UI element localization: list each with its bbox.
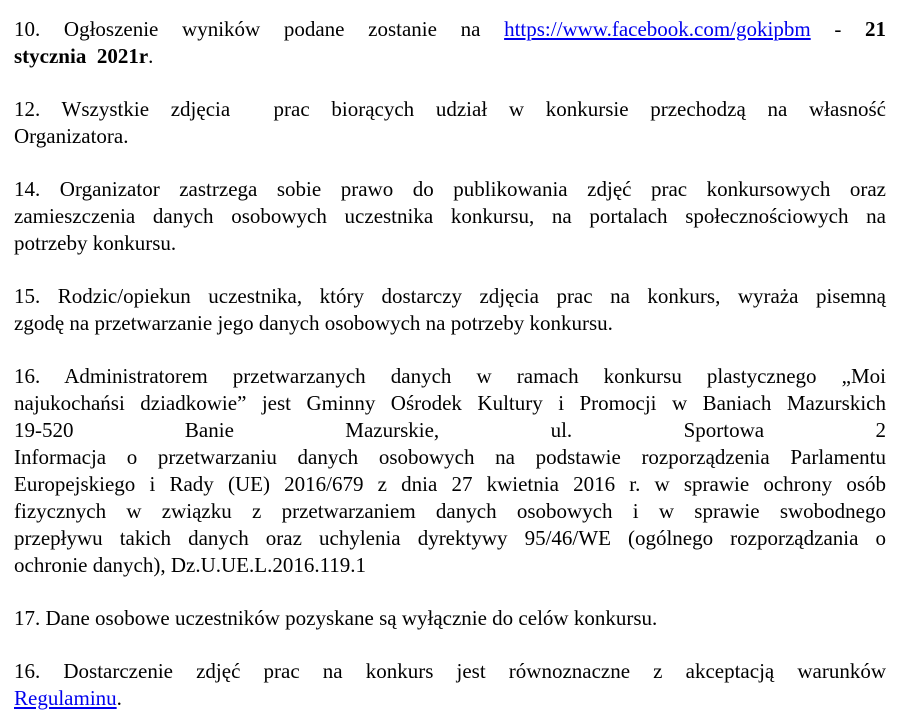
text-line: [14, 471, 886, 498]
paragraph-16-acceptance: [14, 658, 886, 712]
text-segment: przepływu takich danych oraz uchylenia dyrektywy 95/46/WE (ogólnego rozporządzania o: [14, 526, 886, 550]
text-line: [14, 43, 886, 70]
text-segment: 16. Administratorem przetwarzanych danych w ramach konkursu plastycznego „Moi: [14, 364, 886, 388]
text-segment: zamieszczenia danych osobowych uczestnika konkursu, na portalach społecznościowych na: [14, 204, 886, 228]
text-line: [14, 390, 886, 417]
text-segment: 15. Rodzic/opiekun uczestnika, który dostarczy zdjęcia prac na konkurs, wyraża pisemną: [14, 284, 886, 308]
facebook-link[interactable]: https://www.facebook.com/gokipbm: [504, 17, 811, 41]
text-line: [14, 123, 886, 150]
paragraph-15: [14, 283, 886, 337]
paragraph-10: [14, 16, 886, 70]
text-segment: najukochańsi dziadkowie” jest Gminny Ośrodek Kultury i Promocji w Baniach Mazurskich: [14, 391, 886, 415]
text-line: [14, 283, 886, 310]
paragraph-17: [14, 605, 886, 632]
text-segment: Europejskiego i Rady (UE) 2016/679 z dnia 27 kwietnia 2016 r. w sprawie ochrony osób: [14, 472, 886, 496]
text-segment: zgodę na przetwarzanie jego danych osobowych na potrzeby konkursu.: [14, 311, 613, 335]
paragraph-16-administrator: [14, 363, 886, 579]
paragraph-12: [14, 96, 886, 150]
paragraph-14: [14, 176, 886, 257]
text-line: [14, 605, 886, 632]
text-segment: 14. Organizator zastrzega sobie prawo do publikowania zdjęć prac konkursowych oraz: [14, 177, 886, 201]
text-line: [14, 176, 886, 203]
text-segment: .: [116, 686, 122, 710]
text-line: [14, 417, 886, 444]
text-line: [14, 525, 886, 552]
text-line: [14, 96, 886, 123]
text-segment: stycznia 2021r: [14, 44, 149, 68]
text-segment: 17. Dane osobowe uczestników pozyskane są wyłącznie do celów konkursu.: [14, 606, 658, 630]
text-segment: -: [810, 17, 865, 41]
text-segment: potrzeby konkursu.: [14, 231, 177, 255]
text-segment: 16. Dostarczenie zdjęć prac na konkurs jest równoznaczne z akceptacją warunków: [14, 659, 886, 683]
text-segment: 10. Ogłoszenie wyników podane zostanie na: [14, 17, 505, 41]
text-segment: ochronie danych), Dz.U.UE.L.2016.119.1: [14, 553, 367, 577]
text-line: [14, 310, 886, 337]
text-line: [14, 363, 886, 390]
text-segment: Organizatora.: [14, 124, 129, 148]
text-segment: 19-520 Banie Mazurskie, ul. Sportowa 2: [14, 418, 886, 442]
text-segment: 21: [865, 17, 886, 41]
text-line: [14, 444, 886, 471]
text-segment: fizycznych w związku z przetwarzaniem danych osobowych i w sprawie swobodnego: [14, 499, 886, 523]
regulamin-link[interactable]: Regulaminu: [14, 686, 117, 710]
text-segment: .: [148, 44, 154, 68]
text-segment: Informacja o przetwarzaniu danych osobowych na podstawie rozporządzenia Parlamentu: [14, 445, 886, 469]
text-line: [14, 203, 886, 230]
text-line: [14, 498, 886, 525]
text-line: [14, 230, 886, 257]
text-line: [14, 685, 886, 712]
text-line: [14, 16, 886, 43]
text-line: [14, 658, 886, 685]
text-line: [14, 552, 886, 579]
text-segment: 12. Wszystkie zdjęcia prac biorących udział w konkursie przechodzą na własność: [14, 97, 886, 121]
